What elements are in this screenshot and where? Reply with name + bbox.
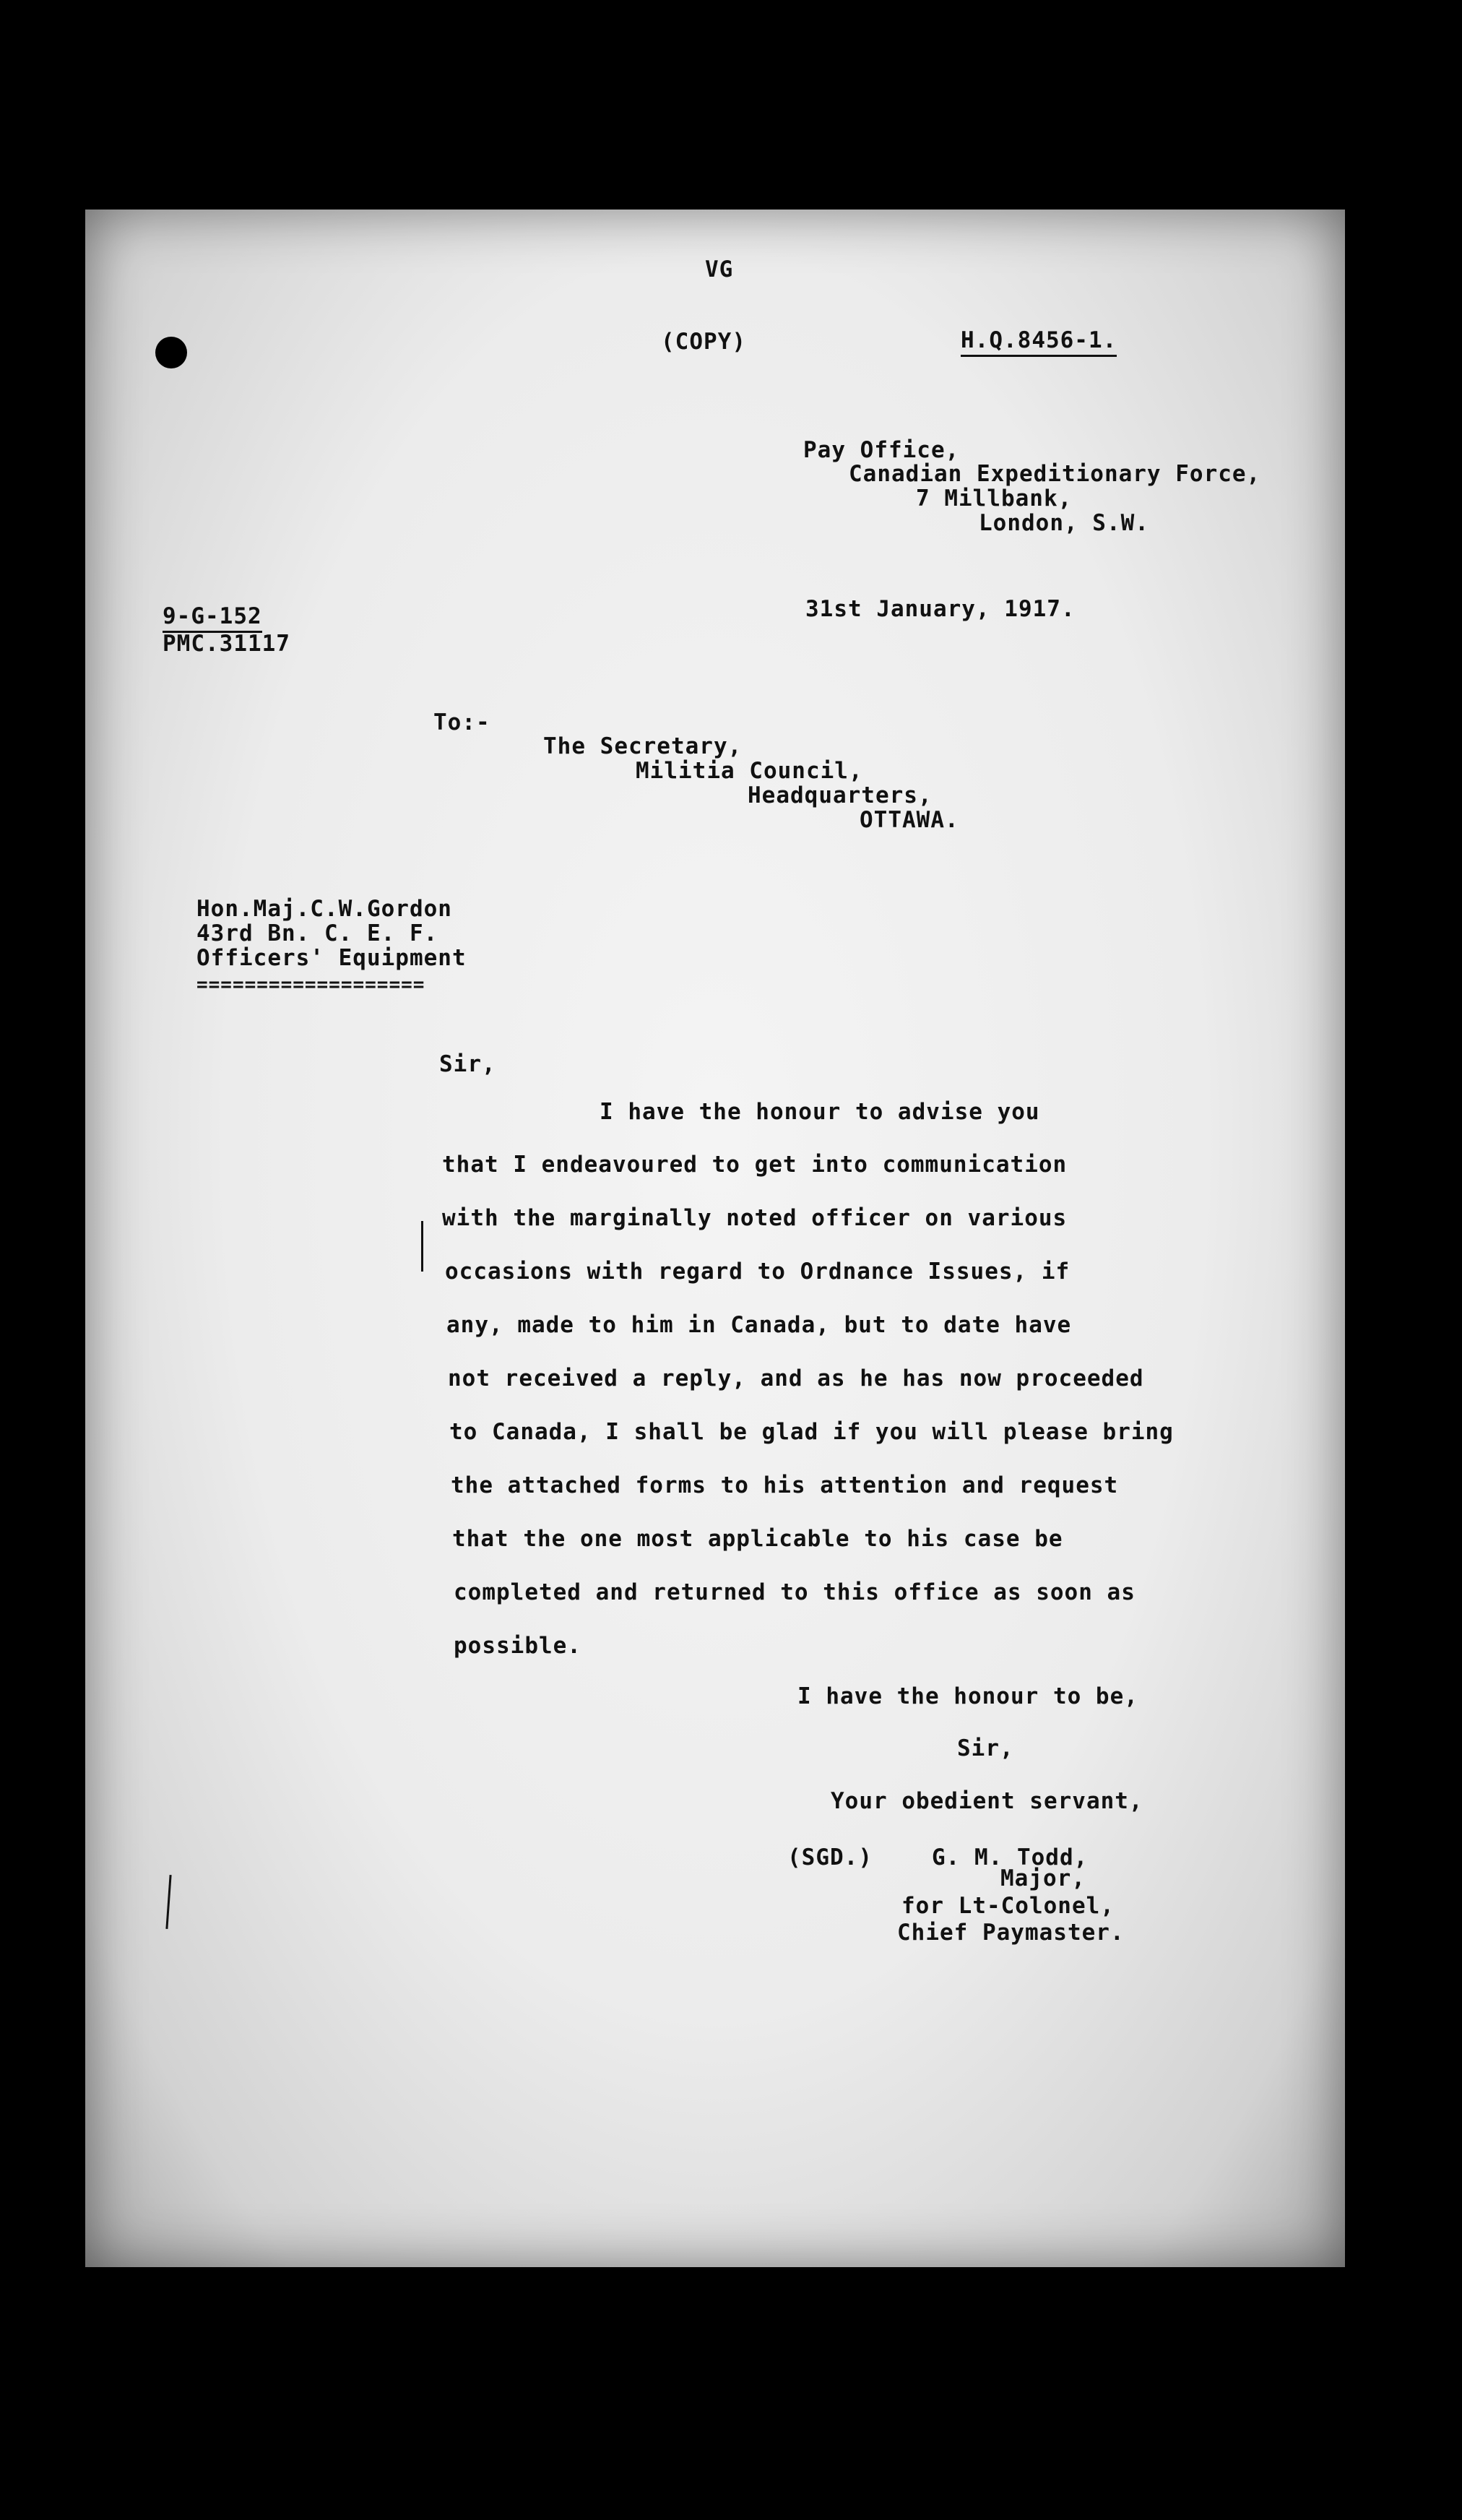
recipient-line-1: The Secretary, bbox=[543, 733, 743, 759]
recipient-line-2: Militia Council, bbox=[636, 758, 863, 784]
recipient-line-4: OTTAWA. bbox=[860, 807, 959, 833]
subject-rule: =================== bbox=[196, 974, 425, 996]
body-line-1: I have the honour to advise you bbox=[600, 1099, 1040, 1125]
signatory-name: G. M. Todd, bbox=[932, 1844, 1089, 1870]
file-ref-2: PMC.31117 bbox=[163, 631, 290, 657]
closing-line-3: Your obedient servant, bbox=[831, 1788, 1143, 1814]
body-line-5: any, made to him in Canada, but to date have bbox=[446, 1312, 1072, 1338]
signed-label: (SGD.) bbox=[787, 1844, 873, 1870]
body-line-3: with the marginally noted officer on various bbox=[442, 1205, 1068, 1231]
file-ref-1: 9-G-152 bbox=[163, 605, 262, 633]
sender-line-1: Pay Office, bbox=[803, 437, 960, 463]
closing-line-1: I have the honour to be, bbox=[797, 1683, 1138, 1709]
body-line-8: the attached forms to his attention and request bbox=[451, 1472, 1119, 1498]
subject-line-2: 43rd Bn. C. E. F. bbox=[196, 920, 438, 946]
body-line-10: completed and returned to this office as soon as bbox=[454, 1579, 1136, 1605]
signatory-title: Chief Paymaster. bbox=[897, 1920, 1125, 1946]
subject-line-1: Hon.Maj.C.W.Gordon bbox=[196, 896, 452, 922]
sender-line-4: London, S.W. bbox=[979, 510, 1149, 536]
to-label: To:- bbox=[433, 709, 490, 735]
body-line-9: that the one most applicable to his case be bbox=[452, 1526, 1063, 1552]
recipient-line-3: Headquarters, bbox=[748, 782, 933, 808]
copy-label: (COPY) bbox=[661, 329, 746, 355]
punch-hole bbox=[155, 337, 187, 368]
letter-date: 31st January, 1917. bbox=[805, 596, 1076, 622]
closing-line-2: Sir, bbox=[957, 1735, 1014, 1761]
subject-line-3: Officers' Equipment bbox=[196, 945, 467, 971]
body-line-11: possible. bbox=[454, 1633, 581, 1659]
header-mark: VG bbox=[705, 256, 734, 282]
body-line-6: not received a reply, and as he has now proceeded bbox=[448, 1365, 1144, 1391]
sender-line-2: Canadian Expeditionary Force, bbox=[849, 461, 1261, 487]
reference-number: H.Q.8456-1. bbox=[961, 329, 1117, 357]
body-line-7: to Canada, I shall be glad if you will please bring bbox=[449, 1419, 1174, 1445]
for-line: for Lt-Colonel, bbox=[901, 1893, 1115, 1919]
sender-line-3: 7 Millbank, bbox=[916, 486, 1073, 512]
salutation: Sir, bbox=[439, 1051, 496, 1077]
signatory-rank: Major, bbox=[1000, 1865, 1086, 1891]
letter-page bbox=[85, 210, 1345, 2267]
body-line-2: that I endeavoured to get into communication bbox=[442, 1152, 1068, 1178]
body-line-4: occasions with regard to Ordnance Issues, if bbox=[445, 1259, 1070, 1285]
margin-mark bbox=[421, 1221, 423, 1272]
